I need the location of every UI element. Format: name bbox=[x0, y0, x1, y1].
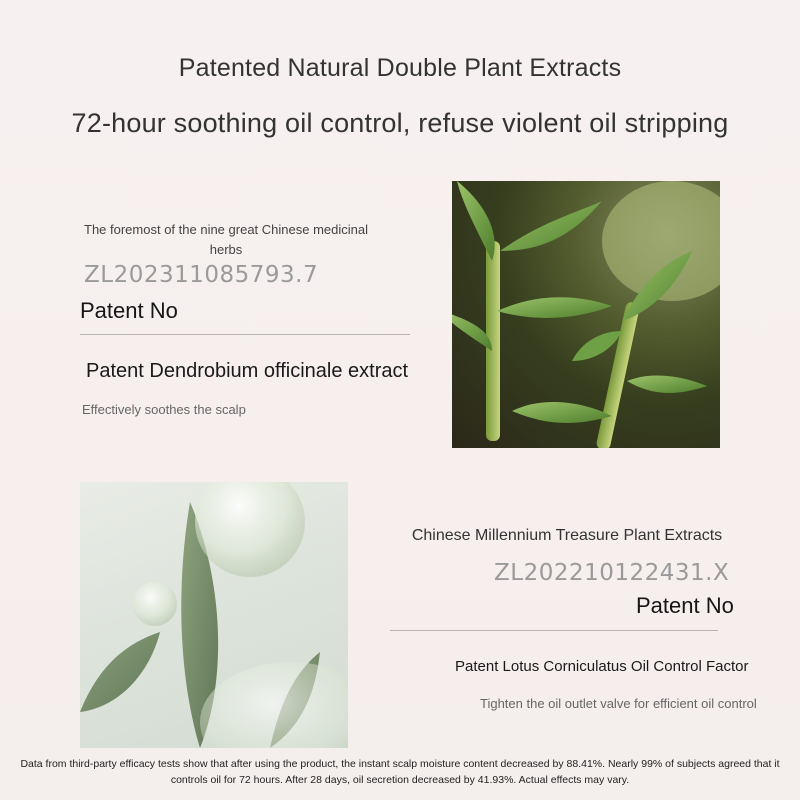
section1-caption: The foremost of the nine great Chinese medicinal herbs bbox=[84, 222, 368, 257]
dendrobium-illustration bbox=[452, 181, 720, 448]
lotus-leaf-photo bbox=[80, 482, 348, 748]
section2-divider bbox=[390, 630, 718, 631]
section1-heading: Patent Dendrobium officinale extract bbox=[86, 360, 409, 382]
section2-description: Tighten the oil outlet valve for efficient oil control bbox=[480, 696, 757, 711]
dendrobium-photo bbox=[452, 181, 720, 448]
page-title: Patented Natural Double Plant Extracts bbox=[178, 54, 622, 82]
section2-patent-label: Patent No bbox=[636, 593, 734, 618]
section2-heading: Patent Lotus Corniculatus Oil Control Factor bbox=[455, 658, 749, 675]
section1-description: Effectively soothes the scalp bbox=[82, 402, 246, 417]
section1-patent-number: ZL202311085793.7 bbox=[84, 262, 319, 288]
section1-divider bbox=[80, 334, 410, 335]
lotus-leaf-illustration bbox=[80, 482, 348, 748]
page-subtitle: 72-hour soothing oil control, refuse violent oil stripping bbox=[71, 108, 729, 138]
section2-patent-number: ZL202210122431.X bbox=[494, 560, 730, 586]
efficacy-disclaimer: Data from third-party efficacy tests show that after using the product, the instant scalp moisture content decreased by 88.41%. Nearly 99% of subjects agreed that it controls oil for 72 hours. After 28 days, oil secretion decreased by 41.93%. Actual effects may vary. bbox=[20, 758, 780, 786]
section1-patent-label: Patent No bbox=[80, 298, 178, 323]
section2-caption: Chinese Millennium Treasure Plant Extracts bbox=[411, 527, 723, 544]
